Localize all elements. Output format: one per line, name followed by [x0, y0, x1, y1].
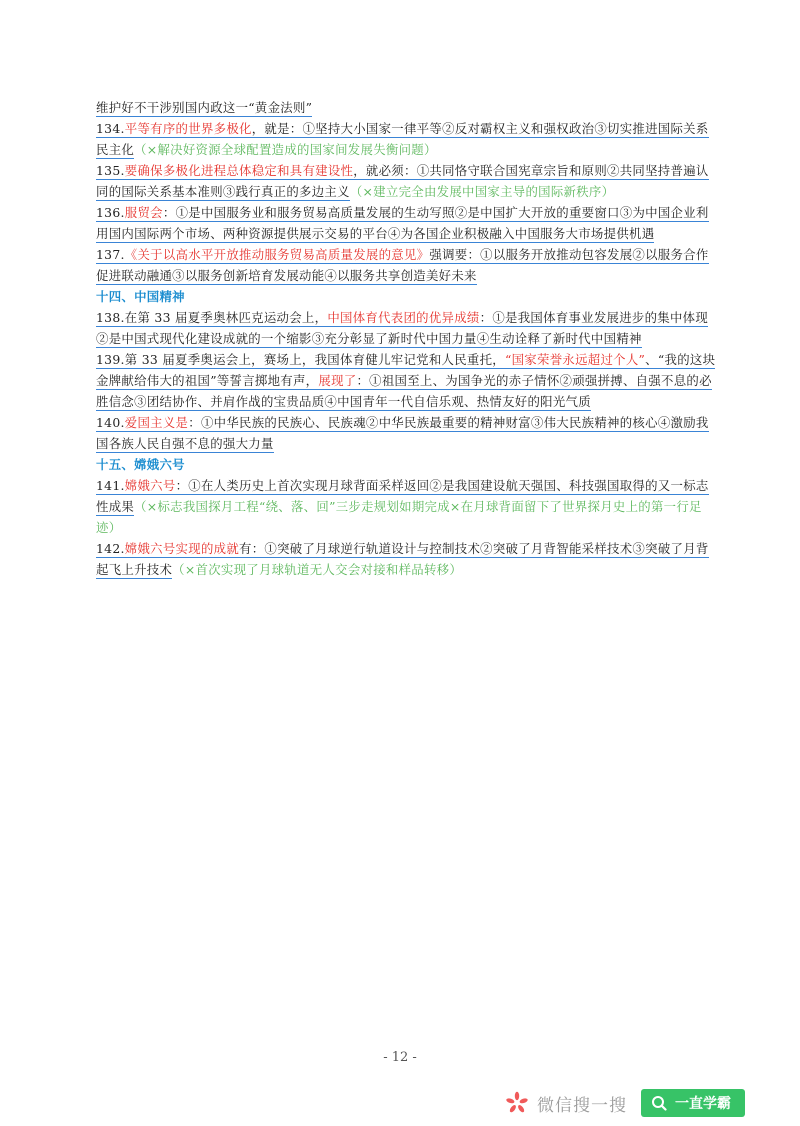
item-lead: ，就是：	[251, 121, 303, 136]
document-body	[96, 97, 716, 580]
paragraph-134	[96, 118, 716, 160]
account-search-label: 一直学霸	[675, 1096, 731, 1112]
page-number: - 12 -	[383, 1050, 417, 1065]
item-number: 138.	[96, 310, 125, 325]
item-topic: 嫦娥六号实现的成就	[124, 541, 240, 556]
item-note: （×首次实现了月球轨道无人交会对接和样品转移）	[172, 562, 463, 577]
item-lead: ：	[188, 415, 201, 430]
wechat-search-logo-icon	[505, 1091, 529, 1115]
section-heading-15: 十五、嫦娥六号	[96, 457, 185, 472]
item-body: ①坚持大小国家一律平等②反对霸权主义和强权政治③切实推进国际关系民主化	[96, 121, 709, 157]
item-lead: ，就必须：	[353, 163, 417, 178]
paragraph-139	[96, 349, 716, 412]
item-lead: 有：	[239, 541, 265, 556]
item-lead: ：	[479, 310, 493, 325]
item-body: ①祖国至上、为国争光的赤子情怀②顽强拼搏、自强不息的必胜信念③团结协作、并肩作战的宝贵品质④中国青年一代自信乐观、热情友好的阳光气质	[96, 373, 712, 409]
paragraph-135	[96, 160, 716, 202]
item-body: ①在人类历史上首次实现月球背面采样返回②是我国建设航天强国、科技强国取得的又一标志性成果	[96, 478, 709, 514]
item-number: 134.	[96, 121, 125, 136]
item-quote: “国家荣誉永远超过个人”	[504, 352, 646, 367]
section-heading-14: 十四、中国精神	[96, 289, 185, 304]
item-body: ①是中国服务业和服务贸易高质量发展的生动写照②是中国扩大开放的重要窗口③为中国企业利用国内国际两个市场、两种资源提供展示交易的平台④为各国企业积极融入中国服务大市场提供机遇	[96, 205, 709, 241]
paragraph-140	[96, 412, 716, 454]
item-number: 136.	[96, 205, 125, 220]
item-topic: 爱国主义是	[124, 415, 189, 430]
item-topic: 《关于以高水平开放推动服务贸易高质量发展的意见》	[124, 247, 430, 262]
item-topic: 嫦娥六号	[124, 478, 176, 493]
wechat-search-watermark	[505, 1087, 795, 1119]
item-topic: 展现了	[318, 373, 357, 388]
line-text: 维护好不干涉别国内政这一“黄金法则”	[96, 100, 313, 115]
search-icon	[651, 1095, 667, 1111]
item-body: ①中华民族的民族心、民族魂②中华民族最重要的精神财富③伟大民族精神的核心④激励我国各族人民自强不息的强大力量	[96, 415, 709, 451]
item-number: 140.	[96, 415, 125, 430]
wechat-search-text: 微信搜一搜	[537, 1095, 627, 1116]
item-number: 142.	[96, 541, 125, 556]
paragraph-137	[96, 244, 716, 286]
item-topic: 中国体育代表团的优异成绩	[327, 310, 480, 325]
item-number: 135.	[96, 163, 125, 178]
item-body: ①以服务开放推动包容发展②以服务合作促进联动融通③以服务创新培育发展动能④以服务共享创造美好未来	[96, 247, 709, 283]
item-number: 139.	[96, 352, 125, 367]
item-number: 137.	[96, 247, 125, 262]
item-note: （×解决好资源全球配置造成的国家间发展失衡问题）	[134, 142, 437, 157]
item-lead: ：	[162, 205, 176, 220]
item-topic: 要确保多极化进程总体稳定和具有建设性	[124, 163, 354, 178]
item-pre: 第 33 届夏季奥运会上，赛场上，我国体育健儿牢记党和人民重托，	[124, 352, 505, 367]
item-lead: ：	[175, 478, 189, 493]
paragraph-142	[96, 538, 716, 580]
paragraph-133-tail	[96, 97, 716, 118]
item-body: ①是我国体育事业发展进步的集中体现②是中国式现代化建设成就的一个缩影③充分彰显了新时代中国力量④生动诠释了新时代中国精神	[96, 310, 709, 346]
item-topic: 平等有序的世界多极化	[124, 121, 252, 136]
account-search-button[interactable]	[641, 1089, 745, 1117]
paragraph-136	[96, 202, 716, 244]
paragraph-138	[96, 307, 716, 349]
item-note: （×建立完全由发展中国家主导的国际新秩序）	[349, 184, 615, 199]
item-lead: 强调要：	[429, 247, 481, 262]
item-mid: 、“我的这块金牌献给伟大的祖国”等誓言掷地有声，	[96, 352, 716, 388]
paragraph-141	[96, 475, 716, 538]
item-body: ①共同恪守联合国宪章宗旨和原则②共同坚持普遍认同的国际关系基本准则③践行真正的多边主义	[96, 163, 709, 199]
item-topic: 服贸会	[124, 205, 163, 220]
item-body: ①突破了月球逆行轨道设计与控制技术②突破了月背智能采样技术③突破了月背起飞上升技术	[96, 541, 709, 577]
item-lead: ：	[356, 373, 370, 388]
item-pre: 在第 33 届夏季奥林匹克运动会上，	[124, 310, 328, 325]
item-number: 141.	[96, 478, 125, 493]
item-note: （×标志我国探月工程“绕、落、回”三步走规划如期完成×在月球背面留下了世界探月史上的第一行足迹）	[96, 499, 702, 535]
